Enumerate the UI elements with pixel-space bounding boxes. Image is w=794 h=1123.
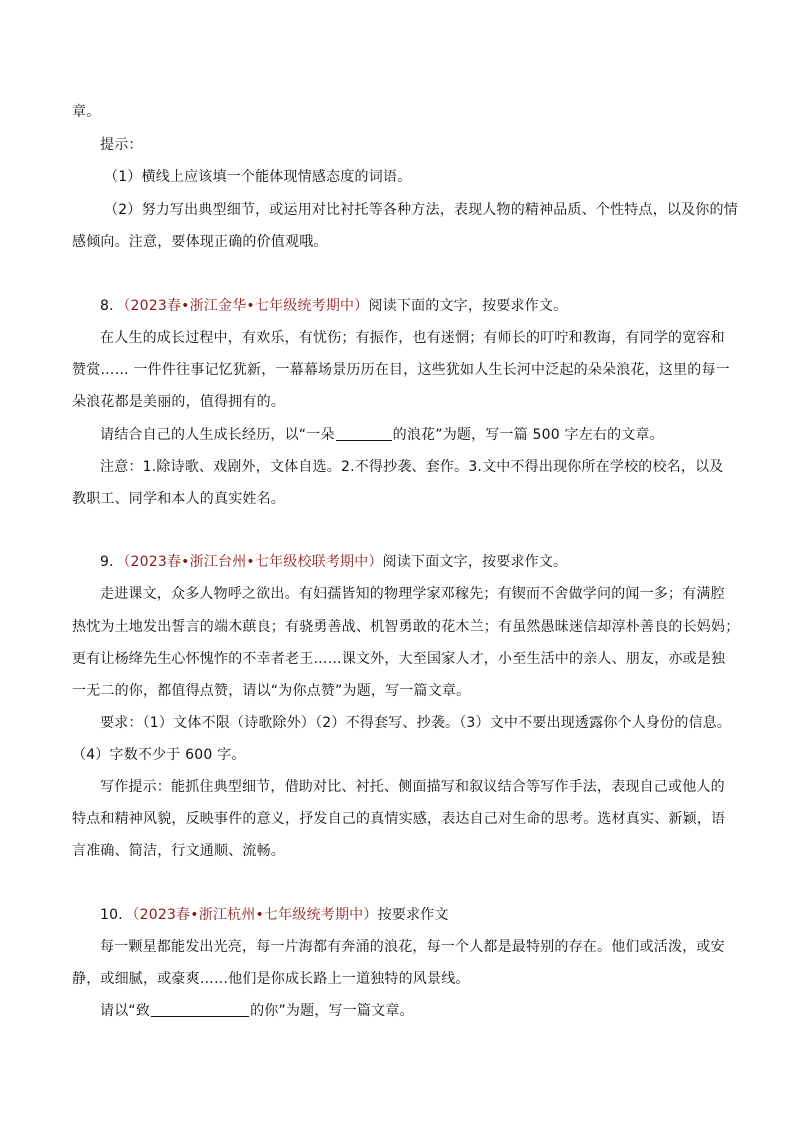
q10-number: 10． <box>100 907 133 923</box>
hint-1: （1）横线上应该填一个能体现情感态度的词语。 <box>104 169 412 185</box>
q9-para2-line-2: （4）字数不少于 600 字。 <box>72 747 246 763</box>
q9-header <box>100 553 567 571</box>
q10-para1-line-2: 静，或细腻，或豪爽……他们是你成长路上一道独特的风景线。 <box>72 971 470 987</box>
q10-source: （2023春•浙江杭州•七年级统考期中） <box>132 907 378 923</box>
q9-para1-line-3: 更有让杨绛先生心怀愧怍的不幸者老王……课文外，大至国家人才，小至生活中的亲人、朋友，亦或是独 <box>72 651 726 667</box>
q9-instruction: 阅读下面文字，按要求作文。 <box>382 554 568 570</box>
intro-line-1: 章。 <box>72 104 101 120</box>
q9-para3-line-3: 言准确、简洁，行文通顺、流畅。 <box>72 843 285 859</box>
q9-para1-line-1: 走进课文，众多人物呼之欲出。有妇孺皆知的物理学家邓稼先；有锲而不舍做学问的闻一多；有满腔 <box>100 586 725 602</box>
q8-para2-suffix: 的浪花”为题，写一篇 500 字左右的文章。 <box>392 427 664 443</box>
q8-para1-line-2: 赞赏…… 一件件往事记忆犹新，一幕幕场景历历在目，这些犹如人生长河中泛起的朵朵浪花，这里的每一 <box>72 362 730 378</box>
q10-para2-prefix: 请以“致 <box>100 1003 151 1019</box>
q10-para2-suffix: 的你”为题，写一篇文章。 <box>250 1003 414 1019</box>
q8-header <box>100 297 567 315</box>
q9-para1-line-4: 一无二的你，都值得点赞，请以“为你点赞”为题，写一篇文章。 <box>72 683 471 699</box>
q9-source: （2023春•浙江台州•七年级校联考期中） <box>123 554 383 570</box>
hint-2-line-1: （2）努力写出典型细节，或运用对比衬托等各种方法，表现人物的精神品质、个性特点，以及你的情 <box>104 202 738 218</box>
q9-para3-line-2: 特点和精神风貌，反映事件的意义，抒发自己的真情实感，表达自己对生命的思考。选材真实、新颖，语 <box>72 811 726 827</box>
q10-para2 <box>100 1002 414 1020</box>
fill-blank-line <box>151 1002 249 1017</box>
q9-para3-line-1: 写作提示：能抓住典型细节，借助对比、衬托、侧面描写和叙议结合等写作手法，表现自己或他人的 <box>100 779 725 795</box>
q8-instruction: 阅读下面的文字，按要求作文。 <box>368 298 568 314</box>
q8-para3-line-1: 注意：1.除诗歌、戏剧外，文体自选。2.不得抄袭、套作。3.文中不得出现你所在学校的校名，以及 <box>100 459 724 475</box>
q8-para2-prefix: 请结合自己的人生成长经历，以“一朵 <box>100 427 335 443</box>
q10-instruction: 按要求作文 <box>377 907 449 923</box>
q8-para1-line-1: 在人生的成长过程中，有欢乐，有忧伤；有振作，也有迷惘；有师长的叮咛和教诲，有同学的宽容和 <box>100 330 725 346</box>
q10-para1-line-1: 每一颗星都能发出光亮，每一片海都有奔涌的浪花，每一个人都是最特别的存在。他们或活泼，或安 <box>100 939 725 955</box>
q8-source: （2023春•浙江金华•七年级统考期中） <box>123 298 369 314</box>
q9-number: 9． <box>100 554 124 570</box>
q8-para1-line-3: 朵浪花都是美丽的，值得拥有的。 <box>72 394 285 410</box>
q10-header <box>100 906 449 924</box>
q8-number: 8． <box>100 298 124 314</box>
fill-blank-line <box>336 426 392 441</box>
q8-para3-line-2: 教职工、同学和本人的真实姓名。 <box>72 491 285 507</box>
q9-para1-line-2: 热忱为土地发出誓言的端木蕻良；有骁勇善战、机智勇敢的花木兰；有虽然愚昧迷信却淳朴善良的长妈妈； <box>72 619 740 635</box>
hint-label: 提示： <box>100 137 143 153</box>
q8-para2 <box>100 426 664 444</box>
hint-2-line-2: 感倾向。注意，要体现正确的价值观哦。 <box>72 234 328 250</box>
q9-para2-line-1: 要求：（1）文体不限（诗歌除外）（2）不得套写、抄袭。（3）文中不要出现透露你个人身份的信息。 <box>100 715 732 731</box>
